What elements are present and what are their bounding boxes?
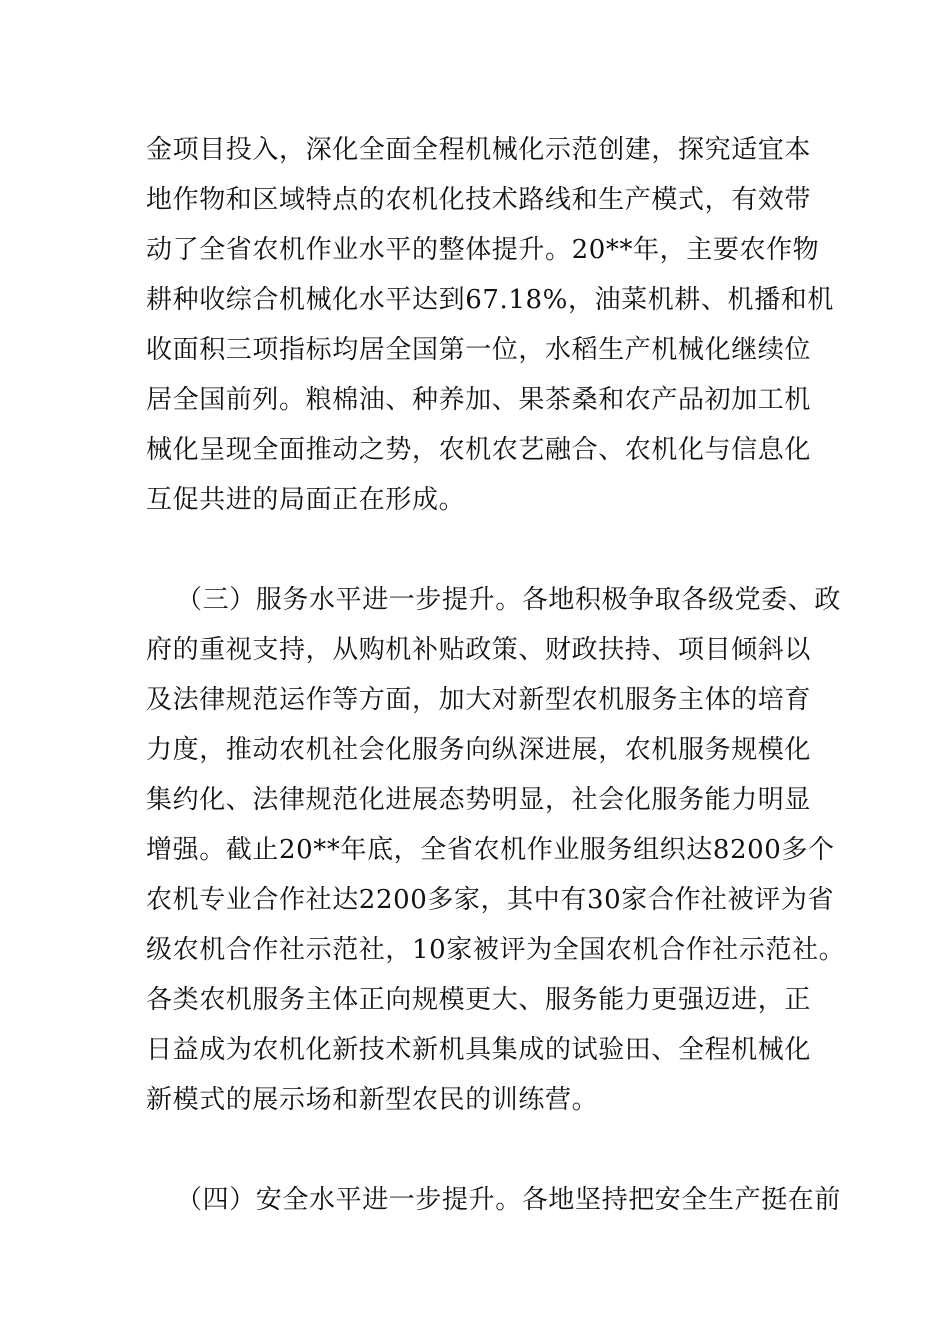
text-line: 日益成为农机化新技术新机具集成的试验田、全程机械化 bbox=[146, 1035, 812, 1065]
text-line: 互促共进的局面正在形成。 bbox=[146, 485, 466, 515]
text-line: 新模式的展示场和新型农民的训练营。 bbox=[146, 1085, 599, 1115]
section-heading-line: （三）服务水平进一步提升。各地积极争取各级党委、政 bbox=[176, 585, 842, 615]
text-line: 府的重视支持，从购机补贴政策、财政扶持、项目倾斜以 bbox=[146, 635, 812, 665]
section-heading-line: （四）安全水平进一步提升。各地坚持把安全生产挺在前 bbox=[176, 1185, 842, 1215]
text-line: 各类农机服务主体正向规模更大、服务能力更强迈进，正 bbox=[146, 985, 812, 1015]
text-line: 金项目投入，深化全面全程机械化示范创建，探究适宜本 bbox=[146, 135, 812, 165]
text-line: 级农机合作社示范社，10家被评为全国农机合作社示范社。 bbox=[146, 935, 846, 965]
text-line: 力度，推动农机社会化服务向纵深进展，农机服务规模化 bbox=[146, 735, 812, 765]
text-line: 居全国前列。粮棉油、种养加、果茶桑和农产品初加工机 bbox=[146, 385, 812, 415]
text-line: 动了全省农机作业水平的整体提升。20**年，主要农作物 bbox=[146, 235, 820, 265]
text-line: 农机专业合作社达2200多家，其中有30家合作社被评为省 bbox=[146, 885, 835, 915]
text-line: 耕种收综合机械化水平达到67.18%，油菜机耕、机播和机 bbox=[146, 285, 834, 315]
text-line: 械化呈现全面推动之势，农机农艺融合、农机化与信息化 bbox=[146, 435, 812, 465]
text-line: 及法律规范运作等方面，加大对新型农机服务主体的培育 bbox=[146, 685, 812, 715]
text-line: 地作物和区域特点的农机化技术路线和生产模式，有效带 bbox=[146, 185, 812, 215]
text-line: 收面积三项指标均居全国第一位，水稻生产机械化继续位 bbox=[146, 335, 812, 365]
text-line: 增强。截止20**年底，全省农机作业服务组织达8200多个 bbox=[146, 835, 835, 865]
text-line: 集约化、法律规范化进展态势明显，社会化服务能力明显 bbox=[146, 785, 812, 815]
